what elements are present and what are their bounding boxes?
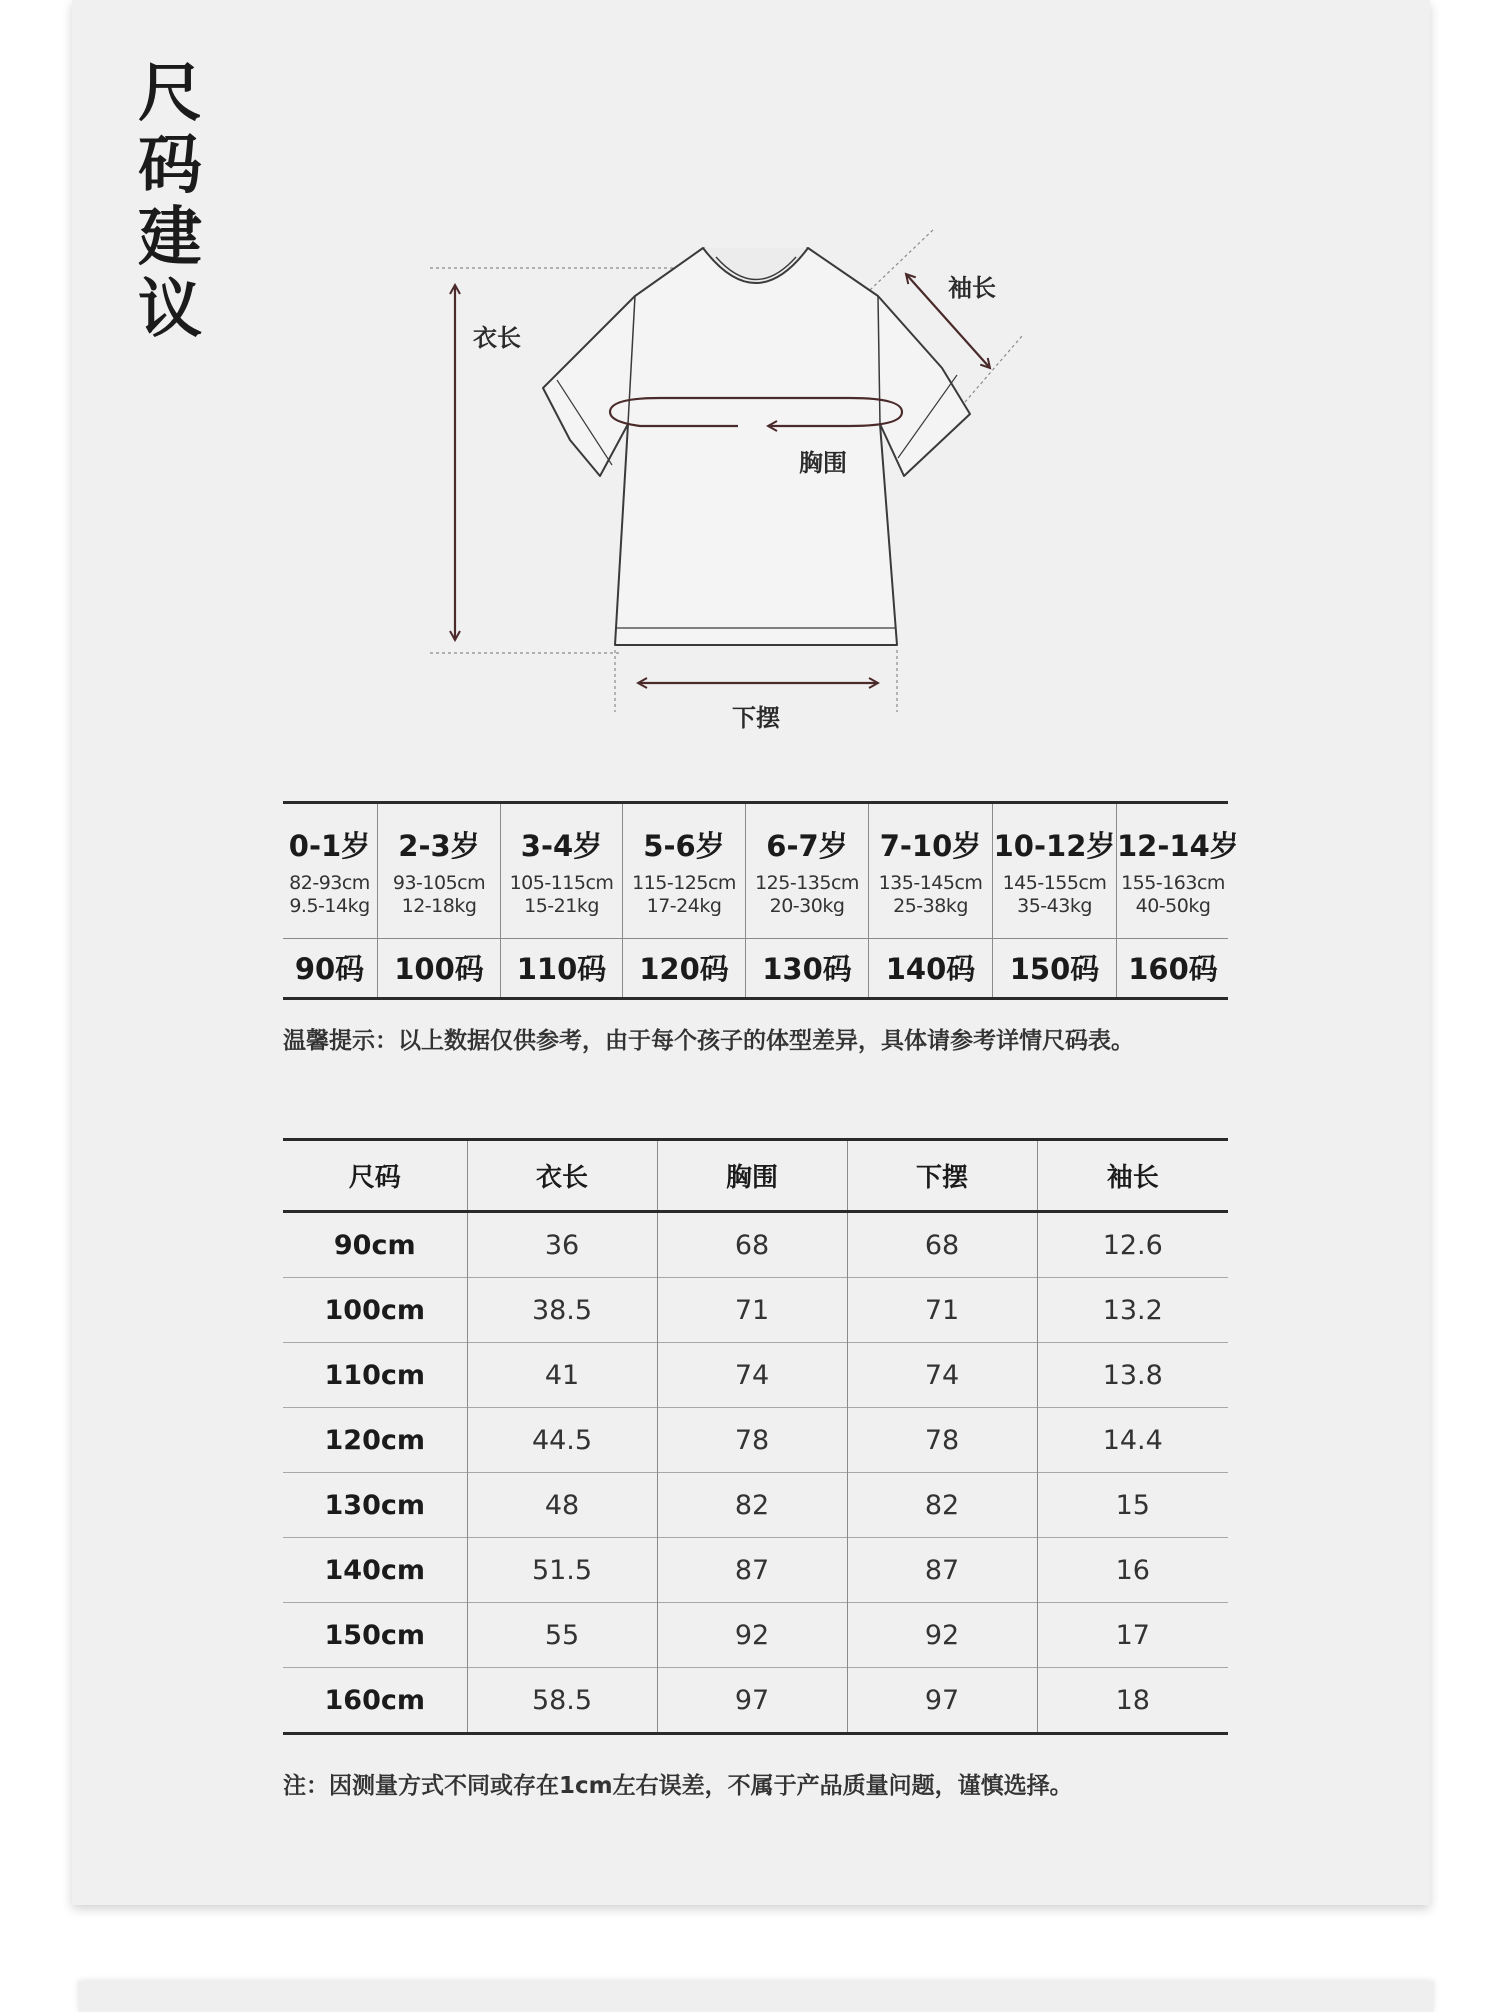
height-weight <box>993 872 1116 918</box>
hem-label: 下摆 <box>732 704 780 732</box>
chest-label: 胸围 <box>799 449 847 477</box>
title-char: 码 <box>138 129 202 203</box>
height-range: 125-135cm <box>755 872 859 894</box>
length-cell: 44.5 <box>467 1408 657 1473</box>
table-row <box>283 1473 1228 1538</box>
size-cell: 160cm <box>283 1668 467 1734</box>
chest-cell: 78 <box>657 1408 847 1473</box>
size-suggestion-table <box>283 801 1239 1000</box>
header-chest: 胸围 <box>657 1140 847 1212</box>
reference-tip: 温馨提示：以上数据仅供参考，由于每个孩子的体型差异，具体请参考详情尺码表。 <box>283 1028 1134 1054</box>
chest-cell: 71 <box>657 1278 847 1343</box>
title-char: 议 <box>138 273 202 347</box>
size-cell: 120cm <box>283 1408 467 1473</box>
weight-range: 17-24kg <box>646 895 722 917</box>
chest-cell: 74 <box>657 1343 847 1408</box>
header-sleeve: 袖长 <box>1037 1140 1228 1212</box>
size-cell: 110cm <box>283 1343 467 1408</box>
chest-cell: 82 <box>657 1473 847 1538</box>
table-header-row <box>283 1140 1228 1212</box>
suggestion-column <box>622 804 745 997</box>
weight-range: 35-43kg <box>1017 895 1092 917</box>
height-weight <box>283 872 376 918</box>
chest-cell: 92 <box>657 1603 847 1668</box>
age-range: 6-7岁 <box>766 829 848 863</box>
recommended-size: 100码 <box>394 952 484 986</box>
height-weight <box>869 872 992 918</box>
age-range: 2-3岁 <box>398 829 480 863</box>
sleeve-cell: 18 <box>1037 1668 1228 1734</box>
size-cell: 130cm <box>283 1473 467 1538</box>
hem-cell: 82 <box>847 1473 1037 1538</box>
age-range: 3-4岁 <box>520 829 603 863</box>
height-range: 82-93cm <box>289 872 370 894</box>
sleeve-cell: 15 <box>1037 1473 1228 1538</box>
size-cell: 90cm <box>333 1229 416 1261</box>
sleeve-cell: 16 <box>1037 1538 1228 1603</box>
chest-cell: 68 <box>657 1212 847 1278</box>
age-range: 10-12岁 <box>993 829 1116 863</box>
weight-range: 15-21kg <box>524 895 599 917</box>
measurement-table <box>283 1138 1228 1735</box>
suggestion-column <box>1116 804 1239 997</box>
height-weight <box>1117 872 1229 918</box>
hem-cell: 97 <box>847 1668 1037 1734</box>
hem-cell: 92 <box>847 1603 1037 1668</box>
age-range: 0-1岁 <box>288 829 371 863</box>
length-cell: 58.5 <box>467 1668 657 1734</box>
size-cell: 100cm <box>283 1278 467 1343</box>
table-row <box>283 1603 1228 1668</box>
table-row <box>283 1278 1228 1343</box>
length-label: 衣长 <box>473 324 521 352</box>
age-range: 7-10岁 <box>879 829 982 863</box>
table-row <box>283 1343 1228 1408</box>
sleeve-cell: 13.2 <box>1037 1278 1228 1343</box>
recommended-size: 120码 <box>639 952 729 986</box>
length-cell: 51.5 <box>467 1538 657 1603</box>
table-row <box>283 1668 1228 1734</box>
height-range: 105-115cm <box>509 872 614 894</box>
height-range: 145-155cm <box>1002 872 1107 894</box>
header-hem: 下摆 <box>847 1140 1037 1212</box>
table-row <box>283 1212 1228 1278</box>
table-row <box>283 1408 1228 1473</box>
sleeve-cell: 12.6 <box>1037 1212 1228 1278</box>
hem-cell: 87 <box>847 1538 1037 1603</box>
sleeve-cell: 14.4 <box>1037 1408 1228 1473</box>
title-char: 尺 <box>138 57 202 131</box>
height-range: 93-105cm <box>392 872 486 894</box>
next-card-edge <box>78 1982 1434 2012</box>
height-weight <box>501 872 622 918</box>
suggestion-column <box>283 804 376 997</box>
chest-cell: 97 <box>657 1668 847 1734</box>
measurement-note: 注：因测量方式不同或存在1cm左右误差，不属于产品质量问题，谨慎选择。 <box>283 1773 1073 1799</box>
length-cell: 55 <box>467 1603 657 1668</box>
sleeve-cell: 17 <box>1037 1603 1228 1668</box>
recommended-size: 90码 <box>294 952 365 986</box>
tshirt-measurement-diagram <box>0 0 1500 760</box>
header-size: 尺码 <box>348 1163 401 1193</box>
height-weight <box>746 872 868 918</box>
sleeve-label: 袖长 <box>948 274 996 302</box>
age-range: 5-6岁 <box>643 829 725 863</box>
weight-range: 9.5-14kg <box>289 895 370 917</box>
hem-cell: 68 <box>847 1212 1037 1278</box>
hem-cell: 71 <box>847 1278 1037 1343</box>
length-cell: 36 <box>467 1212 657 1278</box>
recommended-size: 110码 <box>516 952 607 986</box>
height-range: 135-145cm <box>878 872 983 894</box>
title-char: 建 <box>138 201 202 275</box>
length-cell: 48 <box>467 1473 657 1538</box>
length-cell: 38.5 <box>467 1278 657 1343</box>
chest-cell: 87 <box>657 1538 847 1603</box>
suggestion-column <box>745 804 868 997</box>
hem-cell: 78 <box>847 1408 1037 1473</box>
hem-cell: 74 <box>847 1343 1037 1408</box>
weight-range: 12-18kg <box>401 895 477 917</box>
table-row <box>283 1538 1228 1603</box>
length-cell: 41 <box>467 1343 657 1408</box>
suggestion-column <box>992 804 1116 997</box>
recommended-size: 140码 <box>885 952 976 986</box>
suggestion-column <box>868 804 992 997</box>
recommended-size: 130码 <box>762 952 852 986</box>
suggestion-column <box>500 804 622 997</box>
tshirt-drawing <box>543 248 970 645</box>
weight-range: 25-38kg <box>893 895 968 917</box>
suggestion-column <box>377 804 500 997</box>
recommended-size: 160码 <box>1128 952 1218 986</box>
header-length: 衣长 <box>467 1140 657 1212</box>
height-range: 155-163cm <box>1121 872 1225 894</box>
height-range: 115-125cm <box>632 872 736 894</box>
sleeve-cell: 13.8 <box>1037 1343 1228 1408</box>
size-cell: 150cm <box>283 1603 467 1668</box>
age-range: 12-14岁 <box>1117 829 1239 863</box>
height-weight <box>378 872 500 918</box>
weight-range: 40-50kg <box>1135 895 1211 917</box>
height-weight <box>623 872 745 918</box>
size-cell: 140cm <box>283 1538 467 1603</box>
weight-range: 20-30kg <box>769 895 845 917</box>
recommended-size: 150码 <box>1009 952 1100 986</box>
